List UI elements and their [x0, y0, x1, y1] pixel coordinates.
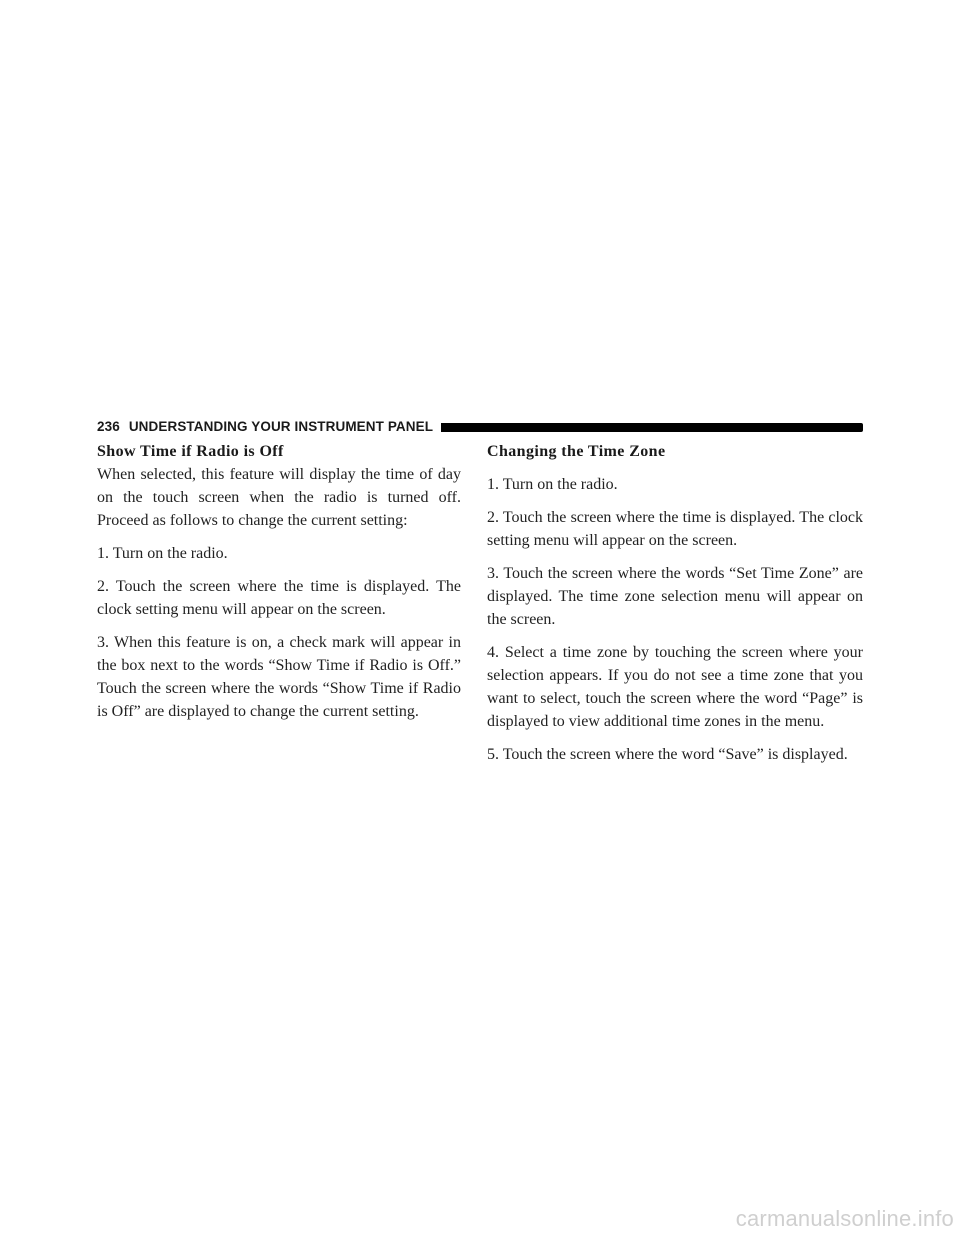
watermark: carmanualsonline.info [735, 1206, 954, 1231]
step-1: 1. Turn on the radio. [97, 545, 228, 562]
time-zone-heading: Changing the Time Zone [487, 443, 666, 460]
tz-step-3: 3. Touch the screen where the words “Set Time Zone” are displayed. The time zone selection menu will appear on the screen. [487, 565, 863, 628]
tz-step-1: 1. Turn on the radio. [487, 476, 618, 493]
tz-step-4: 4. Select a time zone by touching the screen where your selection appears. If you do not see a time zone that you want to select, touch the screen where the word “Page” is displayed to view additional time zones in the menu. [487, 644, 863, 730]
page-header [97, 418, 863, 436]
step-2: 2. Touch the screen where the time is displayed. The clock setting menu will appear on the screen. [97, 578, 461, 618]
tz-step-2: 2. Touch the screen where the time is displayed. The clock setting menu will appear on the screen. [487, 509, 863, 549]
header-rule [441, 423, 863, 432]
step-3: 3. When this feature is on, a check mark will appear in the box next to the words “Show Time if Radio is Off.” Touch the screen where the words “Show Time if Radio is Off” are displayed to change the current setting. [97, 634, 461, 720]
section-title: UNDERSTANDING YOUR INSTRUMENT PANEL [128, 419, 434, 434]
left-column [97, 440, 461, 733]
show-time-heading: Show Time if Radio is Off [97, 443, 284, 460]
right-column [487, 440, 863, 776]
page-number: 236 [97, 419, 120, 434]
intro-paragraph: When selected, this feature will display the time of day on the touch screen when the radio is turned off. Proceed as follows to change the current setting: [97, 466, 461, 529]
tz-step-5: 5. Touch the screen where the word “Save” is displayed. [487, 746, 848, 763]
